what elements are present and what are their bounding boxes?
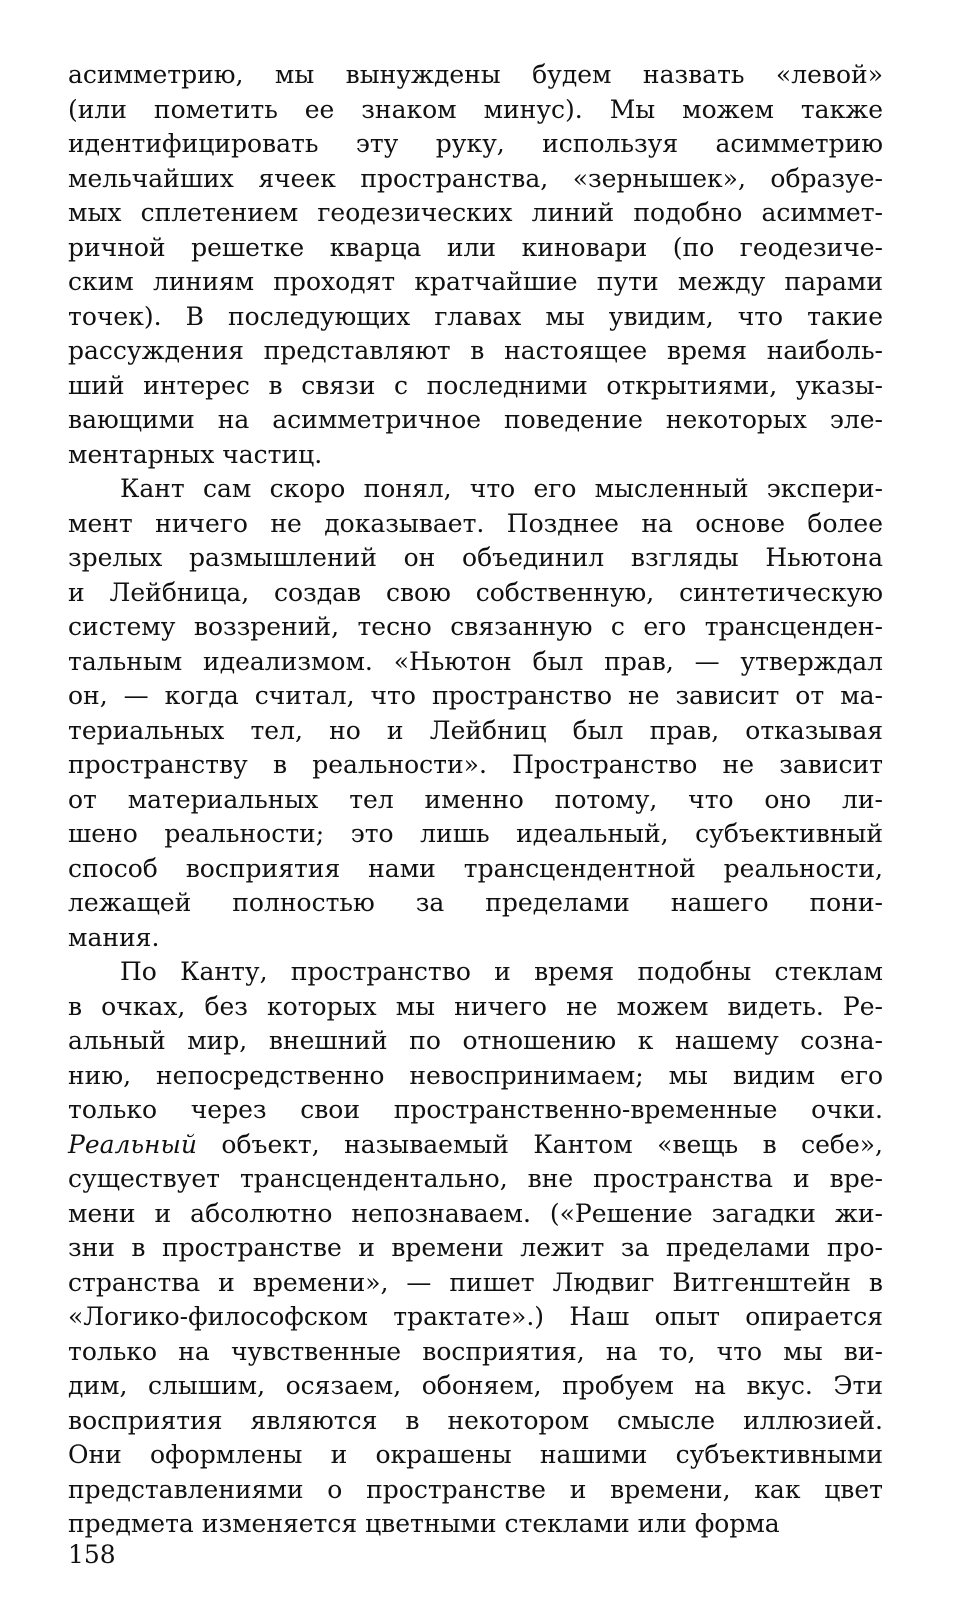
text-line: и Лейбница, создав свою собственную, синтетическую xyxy=(68,577,883,607)
text-line: от материальных тел именно потому, что оно ли- xyxy=(68,784,883,814)
text-line: мельчайших ячеек пространства, «зернышек», образуе- xyxy=(68,163,883,193)
italic-word: Реальный xyxy=(68,1129,197,1159)
text-line: мых сплетением геодезических линий подобно асиммет- xyxy=(68,198,883,227)
text-line: мент ничего не доказывает. Позднее на основе более xyxy=(68,508,883,538)
text-line: в очках, без которых мы ничего не можем видеть. Ре- xyxy=(68,991,883,1021)
text-line: мени и абсолютно непознаваем. («Решение загадки жи- xyxy=(68,1198,883,1228)
text-line: альный мир, внешний по отношению к нашему созна- xyxy=(68,1026,883,1055)
text-line: Реальный объект, называемый Кантом «вещь в себе», xyxy=(68,1129,883,1159)
text-line: только через свои пространственно-временные очки. xyxy=(68,1095,883,1124)
text-line: териальных тел, но и Лейбниц был прав, отказывая xyxy=(68,715,883,745)
body-text xyxy=(68,58,883,1542)
text-line: «Логико-философском трактате».) Наш опыт опирается xyxy=(68,1302,883,1331)
text-line: ричной решетке кварца или киновари (по геодезиче- xyxy=(68,232,883,262)
text-line: странства и времени», — пишет Людвиг Витгенштейн в xyxy=(68,1267,883,1297)
page-number: 158 xyxy=(68,1540,116,1569)
paragraph xyxy=(68,58,883,472)
text-line: представлениями о пространстве и времени, как цвет xyxy=(68,1474,883,1504)
paragraph xyxy=(68,472,883,955)
text-line: пространству в реальности». Пространство не зависит xyxy=(68,750,883,779)
text-line: нию, непосредственно невоспринимаем; мы видим его xyxy=(68,1060,883,1090)
text-line: зрелых размышлений он объединил взгляды Ньютона xyxy=(68,543,883,572)
text-line: только на чувственные восприятия, на то, что мы ви- xyxy=(68,1336,883,1366)
paragraph xyxy=(68,955,883,1542)
text-line: способ восприятия нами трансцендентной реальности, xyxy=(68,853,883,883)
text-line: мания. xyxy=(68,922,160,952)
text-line: точек). В последующих главах мы увидим, что такие xyxy=(68,301,883,331)
text-line: систему воззрений, тесно связанную с его трансценден- xyxy=(68,612,883,641)
text-line: шено реальности; это лишь идеальный, субъективный xyxy=(68,819,883,848)
text-line: Кант сам скоро понял, что его мысленный экспери- xyxy=(120,474,883,503)
text-line: предмета изменяется цветными стеклами или форма xyxy=(68,1509,780,1538)
text-line: он, — когда считал, что пространство не зависит от ма- xyxy=(68,681,883,710)
text-line: идентифицировать эту руку, используя асимметрию xyxy=(68,129,883,158)
text-line: По Канту, пространство и время подобны стеклам xyxy=(120,957,883,986)
text-line: вающими на асимметричное поведение некоторых эле- xyxy=(68,405,883,434)
text-line: лежащей полностью за пределами нашего пони- xyxy=(68,888,883,917)
text-line: ским линиям проходят кратчайшие пути между парами xyxy=(68,267,883,296)
text-line: ментарных частиц. xyxy=(68,439,323,469)
text-line: существует трансцендентально, вне пространства и вре- xyxy=(68,1164,883,1193)
text-line: зни в пространстве и времени лежит за пределами про- xyxy=(68,1233,883,1262)
text-line: (или пометить ее знаком минус). Мы можем также xyxy=(68,94,883,124)
text-line: дим, слышим, осязаем, обоняем, пробуем на вкус. Эти xyxy=(68,1371,883,1400)
text-line: тальным идеализмом. «Ньютон был прав, — утверждал xyxy=(68,646,883,676)
text-line: асимметрию, мы вынуждены будем назвать «левой» xyxy=(68,60,883,89)
text-line: рассуждения представляют в настоящее время наиболь- xyxy=(68,336,883,365)
text-line: Они оформлены и окрашены нашими субъективными xyxy=(68,1440,883,1469)
text-line: ший интерес в связи с последними открытиями, указы- xyxy=(68,370,883,400)
text-line: восприятия являются в некотором смысле иллюзией. xyxy=(68,1405,883,1435)
